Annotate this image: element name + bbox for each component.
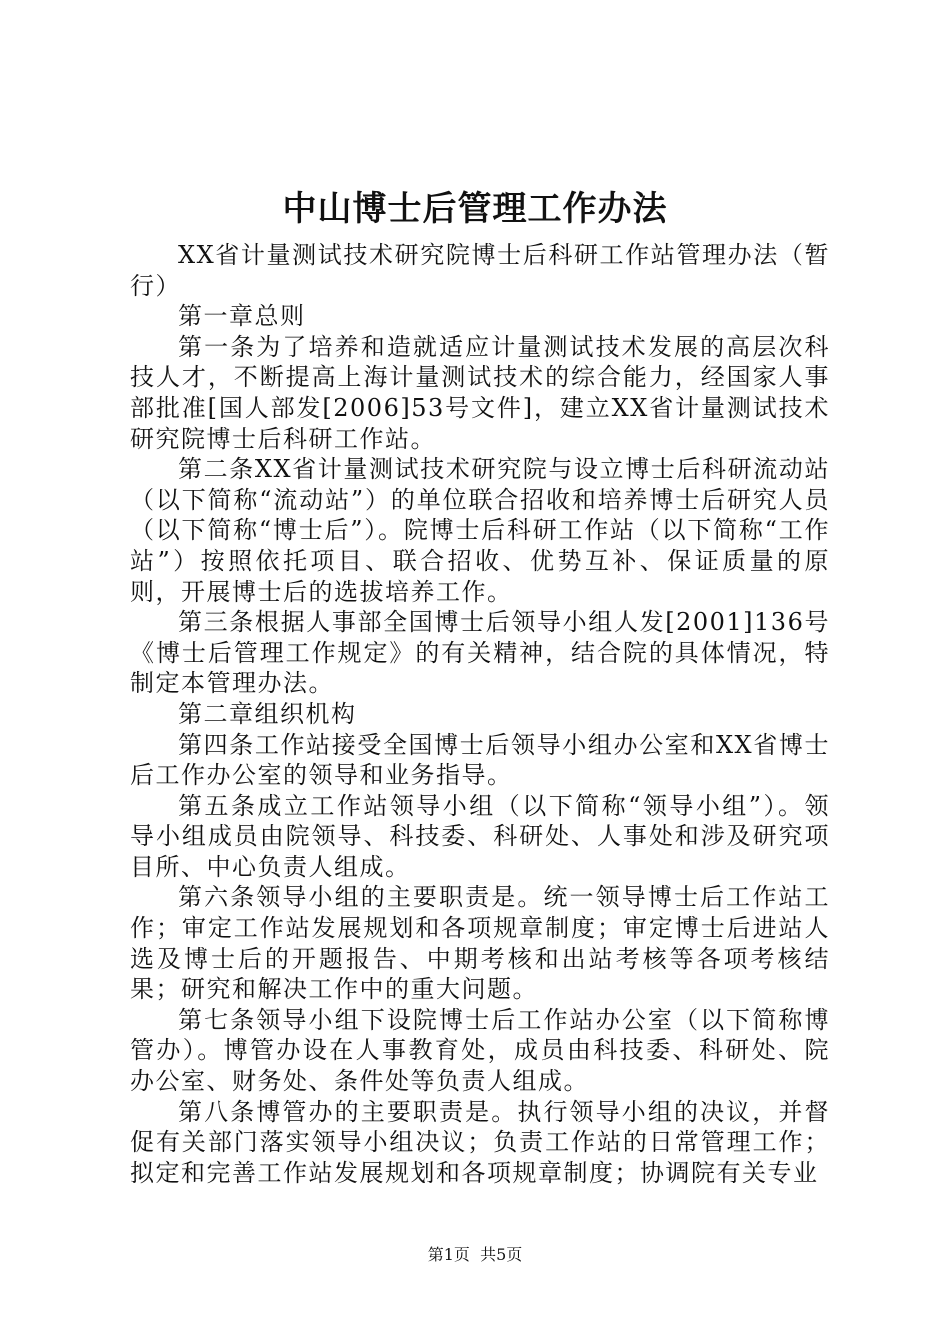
article-8: 第八条博管办的主要职责是。执行领导小组的决议，并督促有关部门落实领导小组决议；负责工作站的日常管理工作；拟定和完善工作站发展规划和各项规章制度；协调院有关专业: [130, 1097, 830, 1187]
article-6: 第六条领导小组的主要职责是。统一领导博士后工作站工作；审定工作站发展规划和各项规章制度；审定博士后进站人选及博士后的开题报告、中期考核和出站考核等各项考核结果；研究和解决工作中的重大问题。: [130, 883, 830, 1004]
article-7: 第七条领导小组下设院博士后工作站办公室（以下简称博管办）。博管办设在人事教育处，成员由科技委、科研处、院办公室、财务处、条件处等负责人组成。: [130, 1005, 830, 1096]
page-total: 共5页: [480, 1245, 523, 1264]
article-2: 第二条XX省计量测试技术研究院与设立博士后科研流动站（以下简称“流动站”）的单位联合招收和培养博士后研究人员（以下简称“博士后”）。院博士后科研工作站（以下简称“工作站”）按照依托项目、联合招收、优势互补、保证质量的原则，开展博士后的选拔培养工作。: [130, 455, 830, 606]
document-title: 中山博士后管理工作办法: [282, 189, 668, 229]
article-5: 第五条成立工作站领导小组（以下简称“领导小组”）。领导小组成员由院领导、科技委、科研处、人事处和涉及研究项目所、中心负责人组成。: [130, 791, 830, 881]
chapter-heading-1: 第一章总则: [178, 302, 306, 331]
article-1: 第一条为了培养和造就适应计量测试技术发展的高层次科技人才，不断提高上海计量测试技术的综合能力，经国家人事部批准[国人部发[2006]53号文件]，建立XX省计量测试技术研究院博士后科研工作站。: [130, 332, 830, 453]
page-number: 第1页: [427, 1245, 470, 1264]
document-body: [130, 240, 830, 1188]
chapter-heading-2: 第二章组织机构: [178, 699, 357, 728]
article-3: 第三条根据人事部全国博士后领导小组人发[2001]136号《博士后管理工作规定》的有关精神，结合院的具体情况，特制定本管理办法。: [130, 608, 830, 698]
subtitle-paragraph: XX省计量测试技术研究院博士后科研工作站管理办法（暂行）: [130, 241, 830, 300]
footer-separator: [470, 1245, 480, 1264]
article-4: 第四条工作站接受全国博士后领导小组办公室和XX省博士后工作办公室的领导和业务指导。: [130, 730, 830, 790]
page-footer: [0, 1244, 950, 1266]
